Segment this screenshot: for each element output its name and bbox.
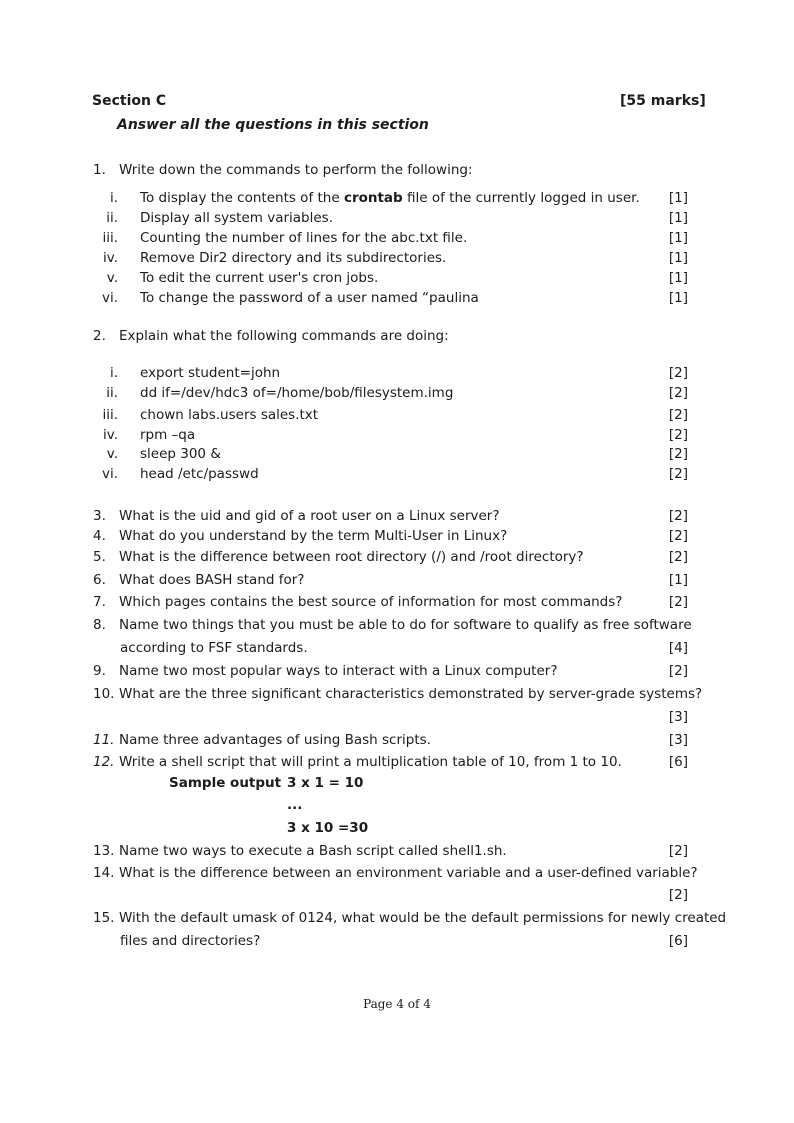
question-text: What is the uid and gid of a root user on a Linux server? [119,508,500,524]
q1-item-vi-marks: [1] [668,290,688,306]
page-footer: Page 4 of 4 [363,997,431,1011]
question-number: 8. [93,617,106,633]
question-4-marks: [2] [668,528,688,544]
sample-output-label: Sample output [169,775,282,791]
item-roman: iv. [103,250,118,266]
question-12 [93,754,622,770]
sample-output-line-1: 3 x 1 = 10 [287,775,364,791]
question-number: 4. [93,528,106,544]
q2-item-iv-marks: [2] [668,427,688,443]
question-text: What are the three significant characteristics demonstrated by server-grade systems? [119,686,703,702]
q2-item-vi-marks: [2] [668,466,688,482]
question-9 [93,663,558,679]
item-roman: v. [106,446,118,462]
item-text: dd if=/dev/hdc3 of=/home/bob/filesystem.img [140,385,454,401]
question-number: 14. [93,865,115,881]
question-1 [93,162,473,178]
item-roman: vi. [101,290,118,306]
section-instruction: Answer all the questions in this section [117,117,429,133]
sample-output-line-2: 3 x 10 =30 [287,820,369,836]
question-13 [93,843,507,859]
question-number: 1. [93,162,106,178]
question-number: 15. [93,910,115,926]
item-roman: iii. [102,407,118,423]
question-text: Name two ways to execute a Bash script called shell1.sh. [119,843,507,859]
question-5-marks: [2] [668,549,688,565]
item-roman: iii. [102,230,118,246]
question-7 [93,594,622,610]
q1-item-ii-marks: [1] [668,210,688,226]
question-3-marks: [2] [668,508,688,524]
question-number: 12. [93,754,115,770]
question-text: Name two most popular ways to interact with a Linux computer? [119,663,558,679]
question-text: What do you understand by the term Multi-User in Linux? [119,528,508,544]
question-4 [93,528,507,544]
item-text: To change the password of a user named “paulina [140,290,479,306]
item-roman: v. [106,270,118,286]
q2-item-ii-marks: [2] [668,385,688,401]
question-number: 3. [93,508,106,524]
crontab-bold: crontab [343,190,403,206]
question-3 [93,508,500,524]
question-number: 2. [93,328,106,344]
section-title: Section C [92,93,167,109]
item-text: chown labs.users sales.txt [140,407,319,423]
section-marks: [55 marks] [620,93,706,109]
q1-item-iv-marks: [1] [668,250,688,266]
item-roman: i. [109,365,118,381]
item-roman: iv. [103,427,118,443]
question-text: Write down the commands to perform the following: [119,162,473,178]
question-text: Write a shell script that will print a multiplication table of 10, from 1 to 10. [119,754,622,770]
question-5 [93,549,584,565]
question-text: Which pages contains the best source of information for most commands? [119,594,623,610]
question-10 [93,686,702,702]
question-11-marks: [3] [668,732,688,748]
question-text: Name three advantages of using Bash scripts. [119,732,431,748]
item-text: sleep 300 & [140,446,221,462]
question-2 [93,328,449,344]
question-text: What is the difference between an environment variable and a user-defined variable? [119,865,698,881]
question-8 [93,617,692,633]
item-roman: i. [109,190,118,206]
question-text: Name two things that you must be able to do for software to qualify as free software [119,617,692,633]
item-text: rpm –qa [140,427,196,443]
question-11 [93,732,431,748]
question-6-marks: [1] [668,572,688,588]
item-text: Display all system variables. [140,210,334,226]
question-text: What does BASH stand for? [119,572,305,588]
question-7-marks: [2] [668,594,688,610]
item-text: export student=john [140,365,281,381]
q2-item-v-marks: [2] [668,446,688,462]
q2-item-iii-marks: [2] [668,407,688,423]
q1-item-i-marks: [1] [668,190,688,206]
question-6 [93,572,304,588]
item-text: To edit the current user's cron jobs. [140,270,379,286]
question-12-marks: [6] [668,754,688,770]
question-9-marks: [2] [668,663,688,679]
question-10-marks: [3] [668,709,688,725]
question-number: 13. [93,843,115,859]
item-roman: ii. [106,385,118,401]
question-number: 6. [93,572,106,588]
question-text: With the default umask of 0124, what would be the default permissions for newly created [119,910,727,926]
question-number: 11. [93,732,115,748]
question-text: What is the difference between root directory (/) and /root directory? [119,549,584,565]
question-15-marks: [6] [668,933,688,949]
question-number: 9. [93,663,106,679]
item-roman: vi. [101,466,118,482]
q1-item-v-marks: [1] [668,270,688,286]
question-number: 5. [93,549,106,565]
q1-item-iii-marks: [1] [668,230,688,246]
item-text: Counting the number of lines for the abc.txt file. [140,230,468,246]
question-14-marks: [2] [668,887,688,903]
item-text: To display the contents of the crontab file of the currently logged in user. [140,190,640,206]
question-15-continuation: files and directories? [120,933,261,949]
question-15 [93,910,726,926]
question-number: 7. [93,594,106,610]
question-8-marks: [4] [668,640,688,656]
sample-output-ellipsis: ... [287,797,303,813]
question-13-marks: [2] [668,843,688,859]
item-text: Remove Dir2 directory and its subdirectories. [140,250,447,266]
question-14 [93,865,698,881]
question-number: 10. [93,686,115,702]
q2-item-i-marks: [2] [668,365,688,381]
question-8-continuation: according to FSF standards. [120,640,308,656]
item-text: head /etc/passwd [140,466,259,482]
item-roman: ii. [106,210,118,226]
question-text: Explain what the following commands are doing: [119,328,449,344]
